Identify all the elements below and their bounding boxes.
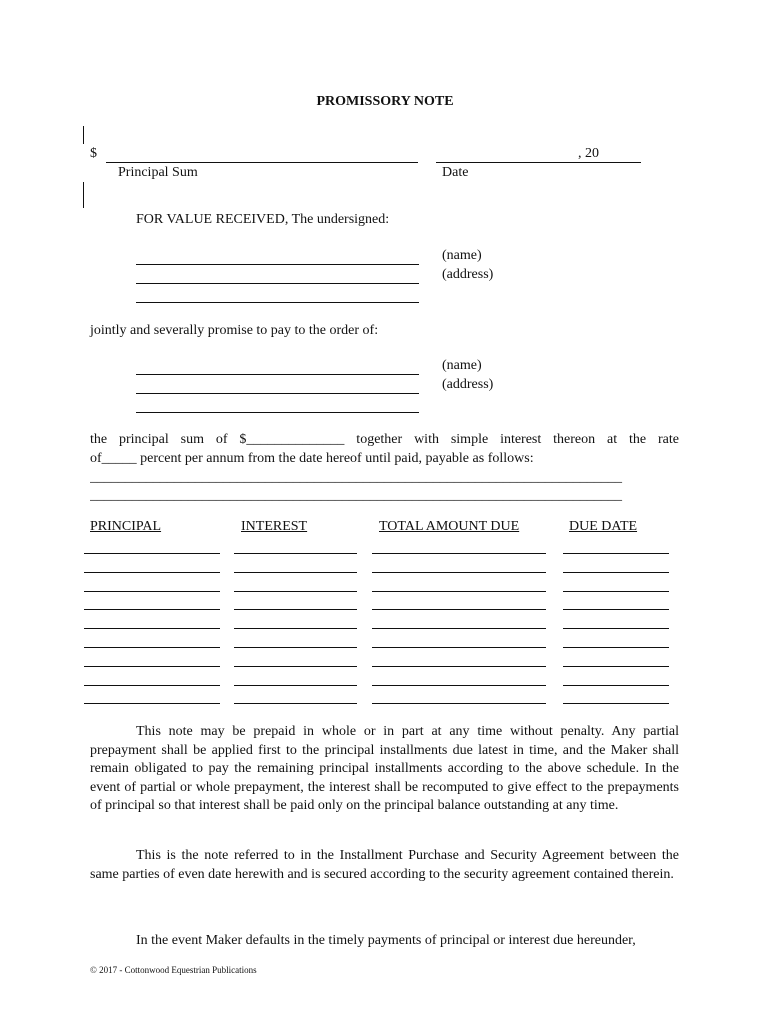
schedule-principal-line[interactable] [84,591,220,592]
payee-name-label: (name) [442,358,482,373]
maker-address-label: (address) [442,267,494,282]
schedule-due-date-line[interactable] [563,703,669,704]
schedule-total-amount-due-line[interactable] [372,666,546,667]
schedule-principal-line[interactable] [84,572,220,573]
schedule-line-1[interactable]: ____________________________________________________________________________ [90,470,622,485]
margin-bar-bottom [83,182,84,208]
schedule-due-date-line[interactable] [563,628,669,629]
principal-sum-line[interactable] [106,162,418,163]
col-header-total-amount-due: TOTAL AMOUNT DUE [379,519,520,534]
maker-line-2[interactable] [136,283,419,284]
schedule-due-date-line[interactable] [563,647,669,648]
value-received-text: FOR VALUE RECEIVED, The undersigned: [136,212,390,227]
maker-name-label: (name) [442,248,482,263]
col-header-due-date: DUE DATE [569,519,638,534]
principal-sum-label: Principal Sum [118,165,198,180]
prepayment-paragraph: This note may be prepaid in whole or in part at any time without penalty. Any partial prepayment shall be applied first to the principal installments due latest in time, and the Maker shall remain obligated to pay the remaining principal installments according to the above schedule. In the event of partial or whole prepayment, the interest shall be recomputed to give effect to the prepayments of principal so that interest shall be paid only on the principal balance outstanding at any time. [90,724,679,813]
payee-line-2[interactable] [136,393,419,394]
schedule-total-amount-due-line[interactable] [372,685,546,686]
principal-sum-line2: of_____ percent per annum from the date hereof until paid, payable as follows: [90,451,534,466]
dollar-sign: $ [90,146,97,161]
schedule-principal-line[interactable] [84,666,220,667]
schedule-due-date-line[interactable] [563,666,669,667]
schedule-principal-line[interactable] [84,628,220,629]
schedule-due-date-line[interactable] [563,609,669,610]
schedule-total-amount-due-line[interactable] [372,591,546,592]
col-header-interest: INTEREST [241,519,308,534]
schedule-total-amount-due-line[interactable] [372,703,546,704]
schedule-due-date-line[interactable] [563,553,669,554]
schedule-interest-line[interactable] [234,647,357,648]
schedule-total-amount-due-line[interactable] [372,647,546,648]
schedule-principal-line[interactable] [84,685,220,686]
copyright-footer: © 2017 - Cottonwood Equestrian Publications [90,965,257,975]
date-line[interactable] [436,162,641,163]
col-header-principal: PRINCIPAL [90,519,162,534]
margin-bar-top [83,126,84,144]
schedule-interest-line[interactable] [234,591,357,592]
schedule-total-amount-due-line[interactable] [372,572,546,573]
security-paragraph: This is the note referred to in the Installment Purchase and Security Agreement between the same parties of even date herewith and is secured according to the security agreement contained therein. [90,848,679,882]
principal-sum-line1: the principal sum of $______________ together with simple interest thereon at the rate [90,432,679,447]
payee-address-label: (address) [442,377,494,392]
schedule-due-date-line[interactable] [563,572,669,573]
schedule-principal-line[interactable] [84,647,220,648]
document-title: PROMISSORY NOTE [316,94,454,109]
schedule-interest-line[interactable] [234,666,357,667]
jointly-text: jointly and severally promise to pay to the order of: [90,323,379,338]
schedule-principal-line[interactable] [84,609,220,610]
schedule-total-amount-due-line[interactable] [372,553,546,554]
default-paragraph: In the event Maker defaults in the timely payments of principal or interest due hereunder, [136,933,636,948]
maker-line-1[interactable] [136,264,419,265]
schedule-interest-line[interactable] [234,609,357,610]
schedule-interest-line[interactable] [234,685,357,686]
schedule-interest-line[interactable] [234,703,357,704]
payee-line-3[interactable] [136,412,419,413]
schedule-principal-line[interactable] [84,553,220,554]
schedule-total-amount-due-line[interactable] [372,609,546,610]
schedule-interest-line[interactable] [234,572,357,573]
schedule-interest-line[interactable] [234,553,357,554]
year-prefix: , 20 [578,146,599,161]
schedule-due-date-line[interactable] [563,685,669,686]
maker-line-3[interactable] [136,302,419,303]
schedule-interest-line[interactable] [234,628,357,629]
schedule-line-2[interactable]: ____________________________________________________________________________ [90,488,622,503]
payee-line-1[interactable] [136,374,419,375]
date-label: Date [442,165,469,180]
schedule-total-amount-due-line[interactable] [372,628,546,629]
schedule-principal-line[interactable] [84,703,220,704]
schedule-due-date-line[interactable] [563,591,669,592]
